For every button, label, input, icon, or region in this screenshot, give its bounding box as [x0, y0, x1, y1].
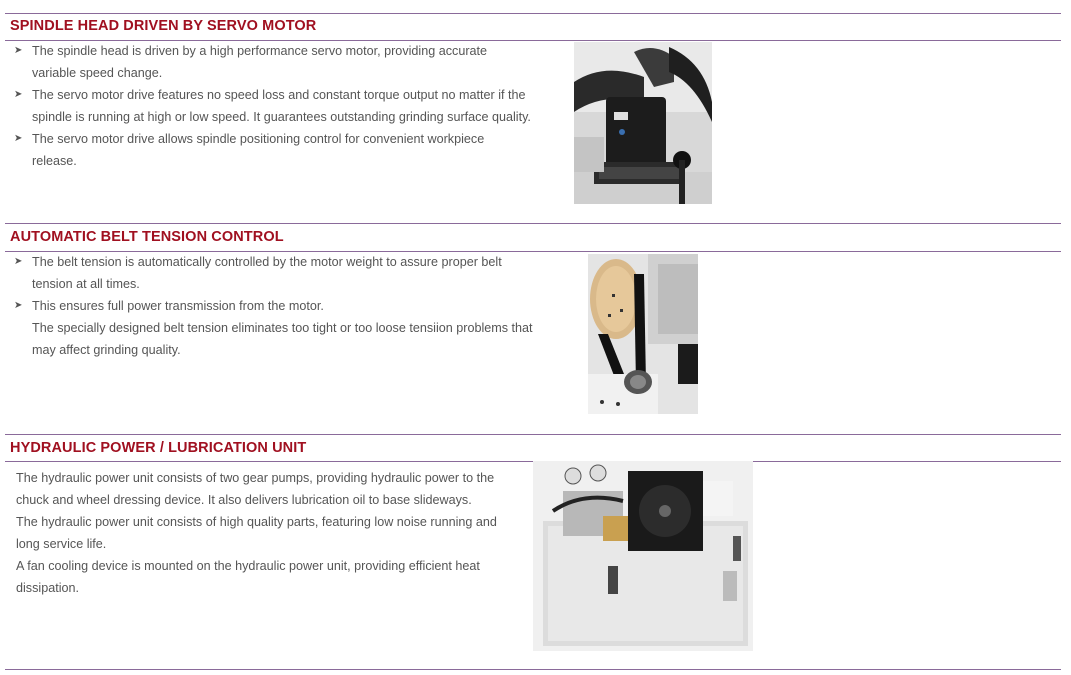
paragraph: A fan cooling device is mounted on the hydraulic power unit, providing efficient heat dissipation. — [16, 559, 480, 595]
servo-motor-illustration — [574, 42, 712, 204]
hydraulic-description — [16, 467, 526, 599]
servo-feature-list — [16, 40, 536, 172]
chevron-right-icon: ➤ — [14, 45, 23, 56]
section-divider — [5, 434, 1061, 435]
belt-tension-photo — [588, 254, 698, 414]
list-item-text: The servo motor drive allows spindle positioning control for convenient workpiece release. — [32, 132, 485, 168]
section-divider — [5, 13, 1061, 14]
belt-pulley-illustration — [588, 254, 698, 414]
list-item-continuation — [16, 317, 547, 361]
chevron-right-icon: ➤ — [14, 256, 23, 267]
servo-motor-photo — [574, 42, 712, 204]
list-item — [16, 40, 532, 84]
hydraulic-unit-illustration — [533, 461, 753, 651]
list-item — [16, 84, 547, 128]
chevron-right-icon: ➤ — [14, 300, 23, 311]
list-item-text: The spindle head is driven by a high performance servo motor, providing accurate variable speed change. — [32, 44, 488, 80]
list-item-text: The servo motor drive features no speed loss and constant torque output no matter if the spindle is running at high or low speed. It guarantees outstanding grinding surface quality. — [32, 88, 531, 124]
belt-feature-list — [16, 251, 536, 361]
hydraulic-unit-photo — [533, 461, 753, 651]
chevron-right-icon: ➤ — [14, 133, 23, 144]
list-item — [16, 128, 527, 172]
paragraph: The hydraulic power unit consists of high quality parts, featuring low noise running and long service life. — [16, 515, 497, 551]
list-item-text: This ensures full power transmission from the motor. — [32, 299, 324, 313]
section-title-hydraulic: HYDRAULIC POWER / LUBRICATION UNIT — [10, 440, 307, 456]
list-item — [16, 251, 532, 295]
paragraph: The hydraulic power unit consists of two gear pumps, providing hydraulic power to the chuck and wheel dressing device. It also delivers lubrication oil to base slideways. — [16, 471, 495, 507]
chevron-right-icon: ➤ — [14, 89, 23, 100]
section-divider — [5, 669, 1061, 670]
list-item-text: The specially designed belt tension eliminates too tight or too loose tensiion problems that may affect grinding quality. — [32, 321, 533, 357]
section-title-belt: AUTOMATIC BELT TENSION CONTROL — [10, 229, 284, 245]
section-divider — [5, 223, 1061, 224]
list-item-text: The belt tension is automatically controlled by the motor weight to assure proper belt tension at all times. — [32, 255, 502, 291]
section-title-servo: SPINDLE HEAD DRIVEN BY SERVO MOTOR — [10, 18, 317, 34]
list-item — [16, 295, 542, 317]
